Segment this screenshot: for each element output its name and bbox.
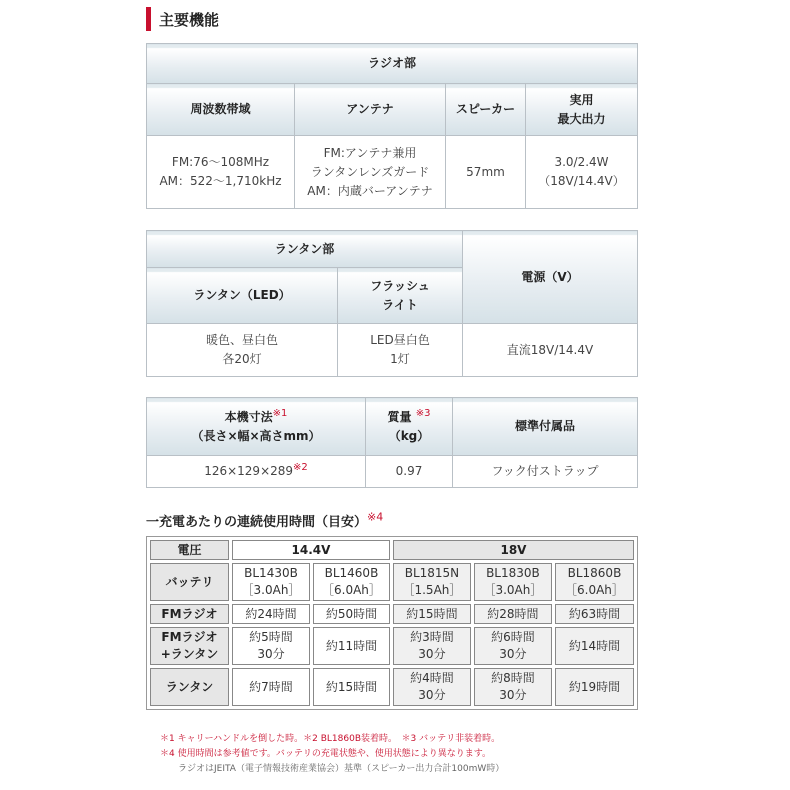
radio-spec-table — [146, 43, 638, 209]
accessory-header: 標準付属品 — [453, 398, 638, 456]
battery-model: BL1860B — [567, 566, 622, 580]
page-title: 主要機能 — [159, 10, 220, 29]
flash-line-1: LED昼白色 — [370, 333, 430, 347]
led-value — [147, 324, 338, 377]
battery-bl1815n — [393, 563, 471, 601]
fm-time: 約24時間 — [232, 604, 310, 624]
fm-time: 約50時間 — [313, 604, 390, 624]
time-hours: 約5時間 — [249, 630, 293, 644]
battery-model: BL1460B — [324, 566, 379, 580]
speaker-value: 57mm — [446, 136, 526, 209]
time-hours: 約11時間 — [325, 638, 378, 653]
mass-header-unit: （kg） — [388, 428, 430, 443]
heading-accent-bar — [146, 7, 151, 31]
flash-value — [338, 324, 463, 377]
usage-title-note: ※4 — [367, 510, 384, 524]
battery-bl1830b — [474, 563, 552, 601]
fm-time: 約15時間 — [393, 604, 471, 624]
battery-bl1430b — [232, 563, 310, 601]
led-header: ランタン（LED） — [147, 268, 338, 324]
time-minutes: 30分 — [499, 688, 527, 702]
footnote-jeita: ラジオはJEITA（電子情報技術産業協会）基準（スピーカー出力合計100mW時） — [178, 764, 505, 774]
battery-model: BL1830B — [486, 566, 540, 580]
time-hours: 約4時間 — [410, 671, 454, 685]
mass-header-label: 質量 — [387, 409, 412, 424]
lantern-spec-table — [146, 230, 638, 377]
fm-lantern-time — [393, 627, 471, 665]
dimension-header-line-1 — [149, 408, 363, 427]
dimension-value — [147, 456, 366, 488]
lantern-time — [393, 668, 471, 706]
fm-time: 約28時間 — [474, 604, 552, 624]
dimension-text: 126×129×289 — [204, 464, 294, 478]
flash-line-2: 1灯 — [390, 352, 410, 366]
usage-time-table — [146, 536, 638, 710]
dimension-header-note: ※1 — [272, 407, 288, 419]
led-line-2: 各20灯 — [222, 352, 262, 366]
time-hours: 約3時間 — [410, 630, 454, 644]
time-hours: 約6時間 — [491, 630, 535, 644]
mass-header-line-1 — [368, 408, 450, 427]
lantern-time — [474, 668, 552, 706]
lantern-time — [232, 668, 310, 706]
battery-capacity: ［3.0Ah］ — [483, 583, 543, 597]
row-label-lantern: ランタン — [150, 668, 229, 706]
battery-bl1460b — [313, 563, 390, 601]
time-minutes: 30分 — [499, 647, 527, 661]
time-hours: 約19時間 — [568, 679, 621, 694]
dimension-header — [147, 398, 366, 456]
footnotes — [160, 732, 504, 777]
radio-section-header: ラジオ部 — [147, 44, 638, 84]
dimension-note: ※2 — [293, 462, 308, 473]
lantern-section-header: ランタン部 — [147, 231, 463, 268]
row-label-line-2: +ランタン — [160, 647, 219, 661]
lantern-time — [555, 668, 634, 706]
mass-header — [366, 398, 453, 456]
battery-bl1860b — [555, 563, 634, 601]
row-label-fm: FMラジオ — [150, 604, 229, 624]
power-value: 直流18V/14.4V — [463, 324, 638, 377]
flash-header-line-2: ライト — [382, 297, 418, 312]
battery-capacity: ［3.0Ah］ — [241, 583, 301, 597]
speaker-header: スピーカー — [446, 84, 526, 136]
freq-header: 周波数帯域 — [147, 84, 295, 136]
battery-label: バッテリ — [150, 563, 229, 601]
time-minutes: 30分 — [418, 688, 446, 702]
row-label-line-1: FMラジオ — [161, 630, 218, 644]
antenna-value — [295, 136, 446, 209]
usage-title-text: 一充電あたりの連続使用時間（目安） — [146, 515, 368, 530]
freq-fm: FM:76～108MHz — [171, 155, 270, 169]
antenna-line-3: AM：内蔵バーアンテナ — [307, 183, 433, 198]
battery-capacity: ［6.0Ah］ — [322, 583, 381, 597]
freq-value — [147, 136, 295, 209]
time-hours: 約7時間 — [249, 679, 293, 694]
accessory-value: フック付ストラップ — [453, 456, 638, 488]
fm-time: 約63時間 — [555, 604, 634, 624]
battery-capacity: ［6.0Ah］ — [565, 583, 624, 597]
time-hours: 約14時間 — [568, 638, 621, 653]
usage-title — [146, 511, 383, 530]
mass-header-note: ※3 — [415, 407, 431, 419]
dimension-header-unit: （長さ×幅×高さmm） — [191, 428, 321, 443]
time-hours: 約8時間 — [491, 671, 535, 685]
antenna-header: アンテナ — [295, 84, 446, 136]
footnote-1-3: ＊1 キャリーハンドルを倒した時。＊2 BL1860B装着時。 ＊3 バッテリ非装着時。 — [160, 734, 501, 744]
voltage-label: 電圧 — [150, 540, 229, 560]
voltage-18v: 18V — [393, 540, 634, 560]
output-header: 実用 最大出力 — [526, 84, 638, 136]
dimension-header-label: 本機寸法 — [224, 409, 273, 424]
output-line-1: 3.0/2.4W — [554, 155, 609, 169]
power-header: 電源（V） — [463, 231, 638, 324]
output-value — [526, 136, 638, 209]
footnote-4: ＊4 使用時間は参考値です。バッテリの充電状態や、使用状態により異なります。 — [160, 749, 491, 759]
output-line-2: （18V/14.4V） — [538, 174, 625, 188]
section-heading — [146, 6, 219, 32]
time-minutes: 30分 — [418, 647, 446, 661]
mass-value: 0.97 — [366, 456, 453, 488]
row-label-fm-lantern — [150, 627, 229, 665]
battery-capacity: ［1.5Ah］ — [402, 583, 462, 597]
led-line-1: 暖色、昼白色 — [205, 333, 278, 347]
flash-header — [338, 268, 463, 324]
time-minutes: 30分 — [257, 647, 285, 661]
fm-lantern-time — [474, 627, 552, 665]
battery-model: BL1430B — [244, 566, 298, 580]
freq-am: AM：522～1,710kHz — [159, 174, 282, 188]
body-spec-table — [146, 397, 638, 488]
time-hours: 約15時間 — [325, 679, 378, 694]
lantern-time — [313, 668, 390, 706]
fm-lantern-time — [232, 627, 310, 665]
fm-lantern-time — [313, 627, 390, 665]
flash-header-line-1: フラッシュ — [370, 278, 430, 293]
battery-model: BL1815N — [404, 566, 460, 580]
antenna-line-2: ランタンレンズガード — [310, 164, 430, 179]
fm-lantern-time — [555, 627, 634, 665]
antenna-line-1: FM:アンテナ兼用 — [323, 145, 417, 160]
voltage-14v: 14.4V — [232, 540, 390, 560]
